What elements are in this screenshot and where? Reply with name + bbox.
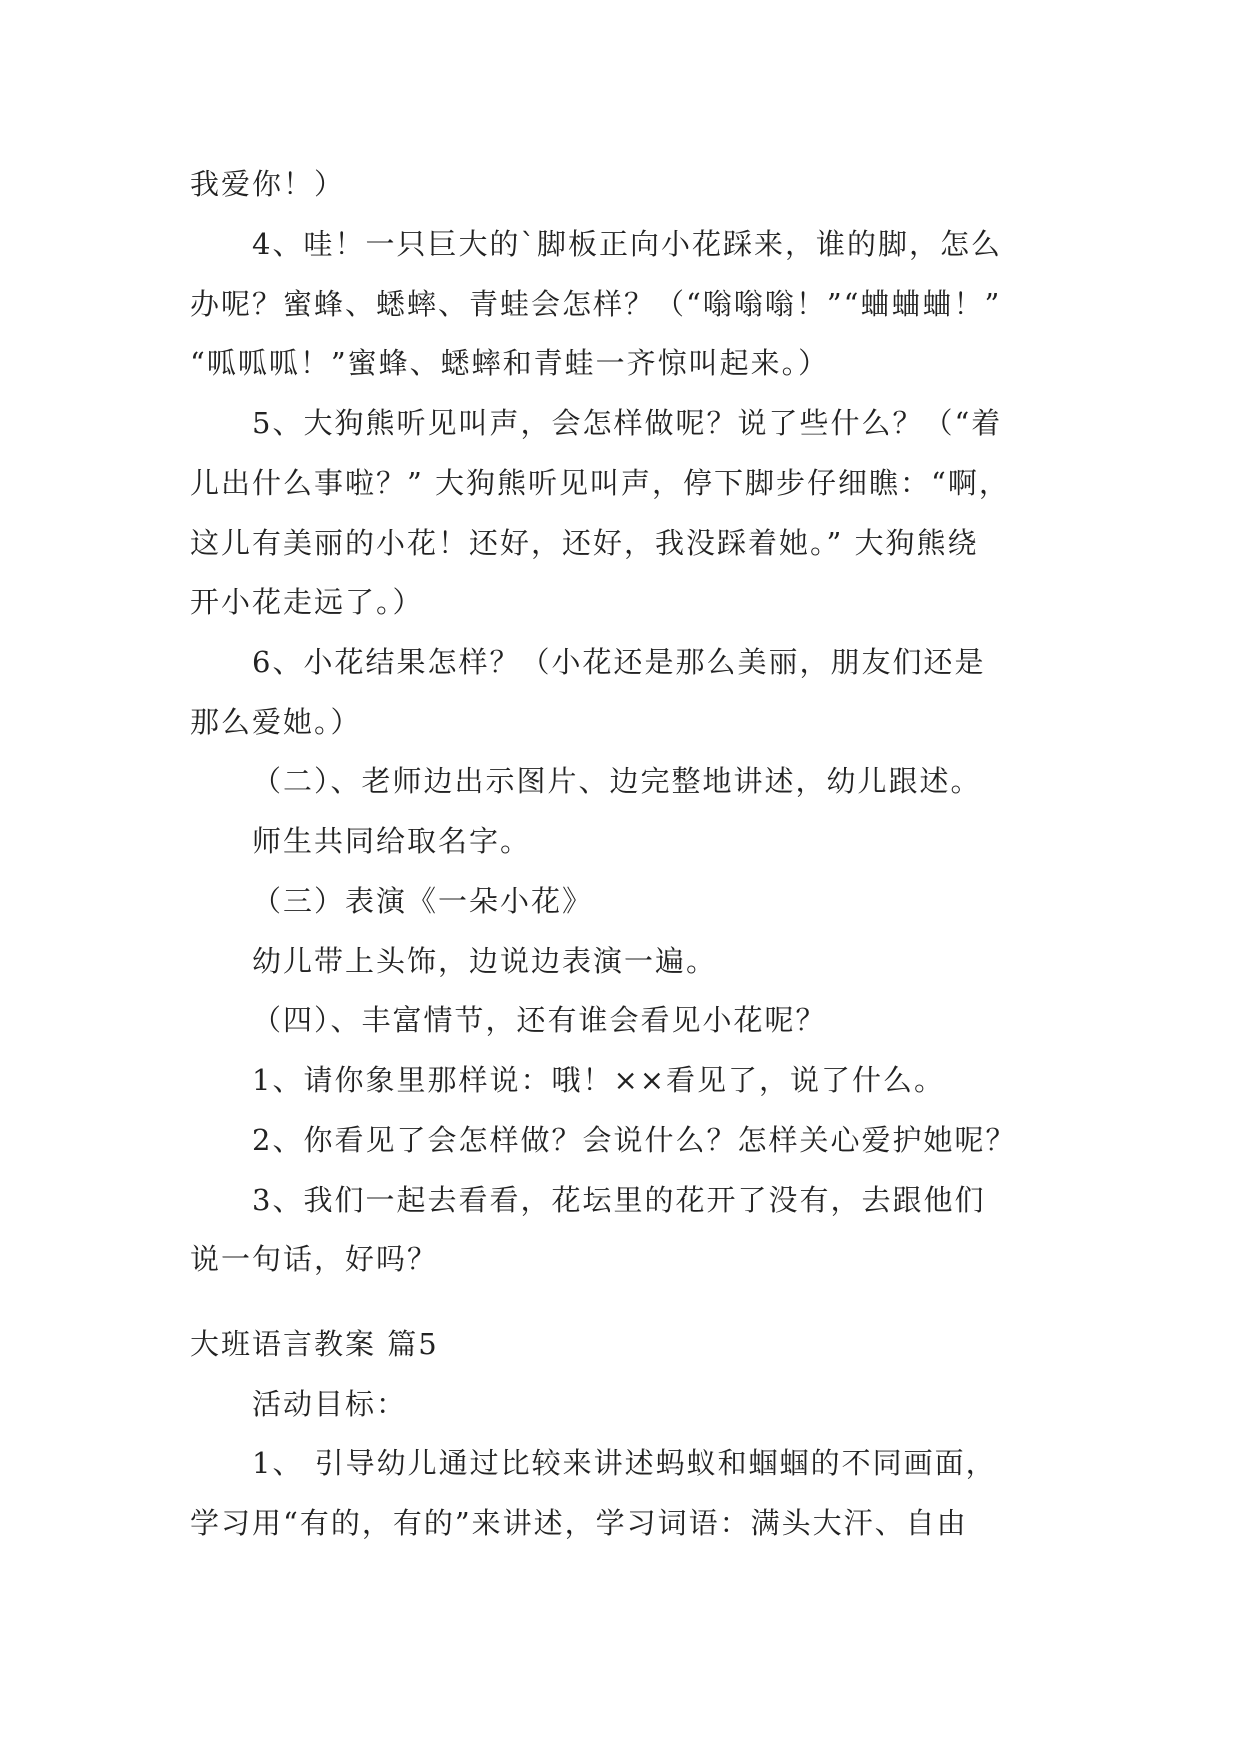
text-line: 我爱你！） <box>190 167 346 201</box>
text-line: 学习用“有的，有的”来讲述，学习词语：满头大汗、自由 <box>190 1506 968 1540</box>
text-line: 6、小花结果怎样？（小花还是那么美丽，朋友们还是 <box>252 645 986 679</box>
text-line: 3、我们一起去看看，花坛里的花开了没有，去跟他们 <box>252 1183 986 1217</box>
section-heading: 活动目标： <box>252 1387 408 1421</box>
text-line: 幼儿带上头饰，边说边表演一遍。 <box>252 944 718 978</box>
text-line: 这儿有美丽的小花！还好，还好，我没踩着她。” 大狗熊绕 <box>190 526 979 560</box>
section-heading: （四）、丰富情节，还有谁会看见小花呢？ <box>252 1003 827 1037</box>
text-line: 说一句话，好吗？ <box>190 1242 439 1276</box>
section-heading: （三）表演《一朵小花》 <box>252 884 594 918</box>
text-line: 那么爱她。） <box>190 705 362 739</box>
text-line: 儿出什么事啦？” 大狗熊听见叫声，停下脚步仔细瞧：“啊， <box>190 466 1010 500</box>
text-line: “呱呱呱！”蜜蜂、蟋蟀和青蛙一齐惊叫起来。） <box>190 346 830 380</box>
text-line: 师生共同给取名字。 <box>252 824 532 858</box>
text-line: 2、你看见了会怎样做？会说什么？怎样关心爱护她呢？ <box>252 1123 1017 1157</box>
text-line: 5、大狗熊听见叫声，会怎样做呢？说了些什么？（“着 <box>252 406 1003 440</box>
text-line: 办呢？蜜蜂、蟋蟀、青蛙会怎样？（“嗡嗡嗡！”“蛐蛐蛐！” <box>190 287 1002 321</box>
text-line: 1、请你象里那样说：哦！××看见了，说了什么。 <box>252 1063 946 1097</box>
text-line: 4、哇！一只巨大的`脚板正向小花踩来，谁的脚，怎么 <box>252 227 1002 261</box>
lesson-title: 大班语言教案 篇5 <box>190 1327 439 1361</box>
text-line: 1、 引导幼儿通过比较来讲述蚂蚁和蝈蝈的不同画面， <box>252 1446 997 1480</box>
text-line: 开小花走远了。） <box>190 585 424 619</box>
section-heading: （二）、老师边出示图片、边完整地讲述，幼儿跟述。 <box>252 764 982 798</box>
